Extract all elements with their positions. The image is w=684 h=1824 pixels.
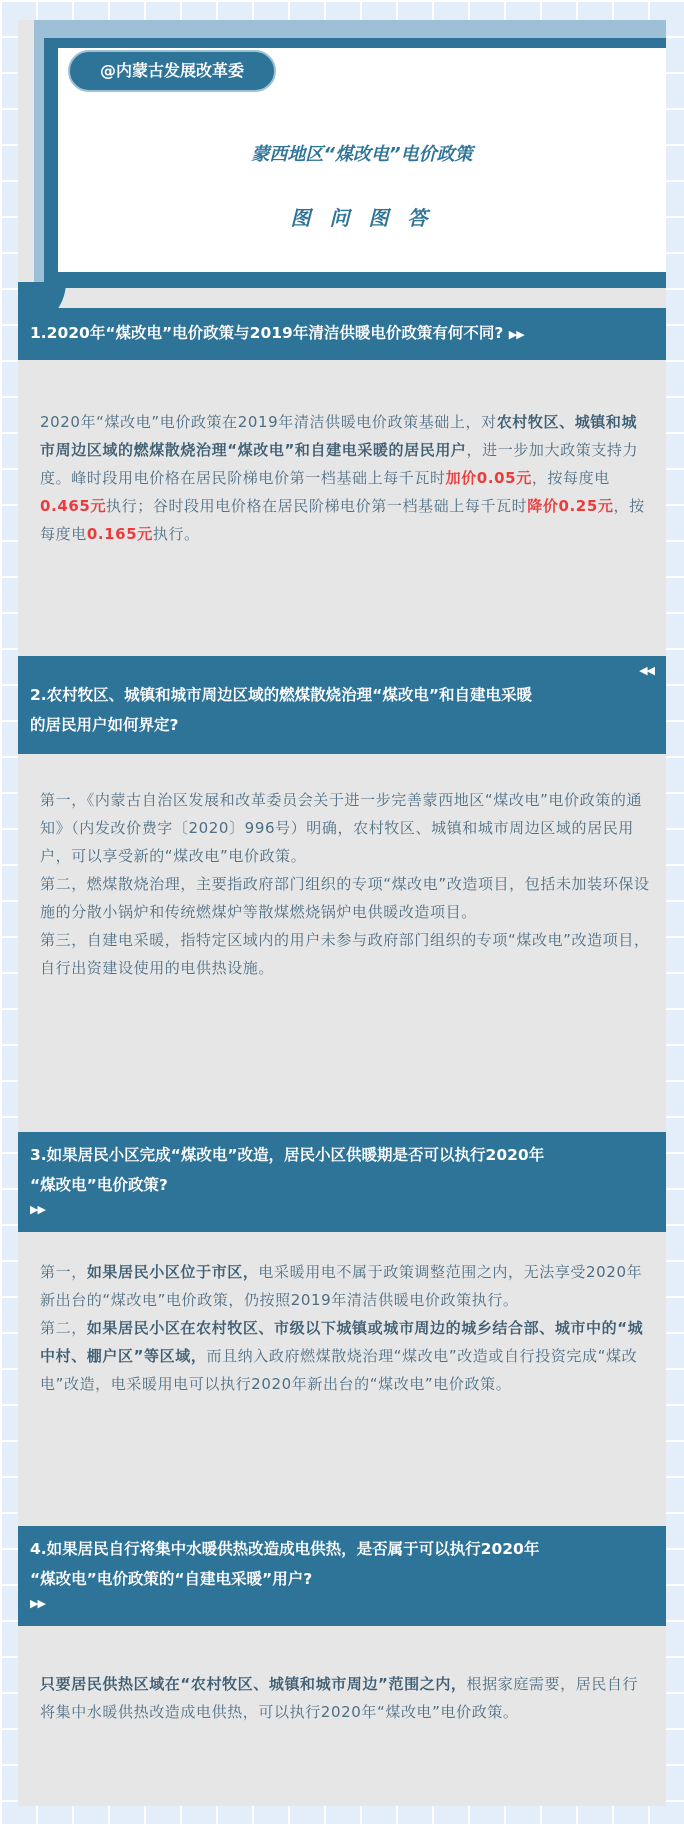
account-tag: @内蒙古发展改革委 bbox=[68, 50, 276, 92]
question-1-text: 1.2020年“煤改电”电价政策与2019年清洁供暖电价政策有何不同? bbox=[30, 324, 504, 342]
answer-4 bbox=[40, 1670, 652, 1726]
answer-2-para-3: 第三，自建电采暖，指特定区域内的用户未参与政府部门组织的专项“煤改电”改造项目，自行出资建设使用的电供热设施。 bbox=[40, 931, 650, 977]
answer-1-text: ，按每度电 bbox=[40, 497, 645, 543]
question-4-line-1: 4.如果居民自行将集中水暖供热改造成电供热，是否属于可以执行2020年 bbox=[30, 1540, 540, 1558]
answer-1-text: ，按每度电 bbox=[531, 469, 610, 487]
answer-4-bold: 只要居民供热区域在“农村牧区、城镇和城市周边”范围之内， bbox=[40, 1675, 467, 1693]
answer-1-highlight: 0.165元 bbox=[86, 525, 153, 543]
answer-3 bbox=[40, 1258, 652, 1398]
page-subtitle: 图 问 图 答 bbox=[290, 206, 434, 230]
arrow-right-icon: ▶▶ bbox=[30, 1597, 45, 1610]
arrow-right-icon: ▶▶ bbox=[30, 1203, 45, 1216]
answer-4-text: 根据家庭需要，居民自行将集中水暖供热改造成电供热，可以执行2020年“煤改电”电价政策。 bbox=[40, 1675, 639, 1721]
answer-3-bold: 如果居民小区在农村牧区、市级以下城镇或城市周边的城乡结合部、城市中的“城中村、棚户区”等区域， bbox=[40, 1319, 644, 1365]
answer-1-highlight: 加价0.05元 bbox=[445, 469, 532, 487]
answer-2-para-2: 第二，燃煤散烧治理，主要指政府部门组织的专项“煤改电”改造项目，包括未加装环保设施的分散小锅炉和传统燃煤炉等散煤燃烧锅炉电供暖改造项目。 bbox=[40, 875, 650, 921]
question-bar-2 bbox=[18, 656, 666, 754]
page-title: 蒙西地区“煤改电”电价政策 bbox=[251, 144, 473, 165]
question-2-line-1: 2.农村牧区、城镇和城市周边区域的燃煤散烧治理“煤改电”和自建电采暖 bbox=[30, 686, 533, 704]
question-bar-4 bbox=[18, 1526, 666, 1626]
answer-1-text: ，进一步加大政策支持力度。峰时段用电价格在居民阶梯电价第一档基础上每千瓦时 bbox=[40, 441, 639, 487]
answer-3-text: 第二， bbox=[40, 1319, 87, 1337]
answer-1-highlight: 降价0.25元 bbox=[527, 497, 614, 515]
answer-1-text: 执行；谷时段用电价格在居民阶梯电价第一档基础上每千瓦时 bbox=[106, 497, 528, 515]
question-4-line-2: “煤改电”电价政策的“自建电采暖”用户? bbox=[30, 1570, 313, 1588]
answer-1-highlight: 0.465元 bbox=[40, 497, 107, 515]
answer-3-bold: 如果居民小区位于市区， bbox=[86, 1263, 259, 1281]
question-3-line-2: “煤改电”电价政策? bbox=[30, 1176, 168, 1194]
article-card bbox=[18, 20, 666, 1806]
question-bar-3 bbox=[18, 1132, 666, 1232]
answer-2-para-1: 第一，《内蒙古自治区发展和改革委员会关于进一步完善蒙西地区“煤改电”电价政策的通知》（内发改价费字〔2020〕996号）明确，农村牧区、城镇和城市周边区域的居民用户，可以享受新的“煤改电”电价政策。 bbox=[40, 791, 643, 865]
answer-3-text: 电采暖用电不属于政策调整范围之内，无法享受2020年新出台的“煤改电”电价政策，仍按照2019年清洁供暖电价政策执行。 bbox=[40, 1263, 643, 1309]
answer-3-text: 而且纳入政府燃煤散烧治理“煤改电”改造或自行投资完成“煤改电”改造，电采暖用电可以执行2020年新出台的“煤改电”电价政策。 bbox=[40, 1347, 638, 1393]
answer-3-text: 第一， bbox=[40, 1263, 87, 1281]
answer-1-text: 执行。 bbox=[152, 525, 200, 543]
question-2-line-2: 的居民用户如何界定? bbox=[30, 716, 179, 734]
arrow-left-icon: ◀◀ bbox=[639, 664, 654, 677]
question-3-line-1: 3.如果居民小区完成“煤改电”改造，居民小区供暖期是否可以执行2020年 bbox=[30, 1146, 545, 1164]
answer-1 bbox=[40, 408, 652, 548]
answer-1-bold: 农村牧区、城镇和城市周边区域的燃煤散烧治理“煤改电”和自建电采暖的居民用户 bbox=[40, 413, 638, 459]
arrow-right-icon: ▶▶ bbox=[508, 328, 524, 341]
answer-2 bbox=[40, 786, 652, 982]
answer-1-text: 2020年“煤改电”电价政策在2019年清洁供暖电价政策基础上，对 bbox=[40, 413, 497, 431]
question-bar-1 bbox=[18, 308, 666, 360]
